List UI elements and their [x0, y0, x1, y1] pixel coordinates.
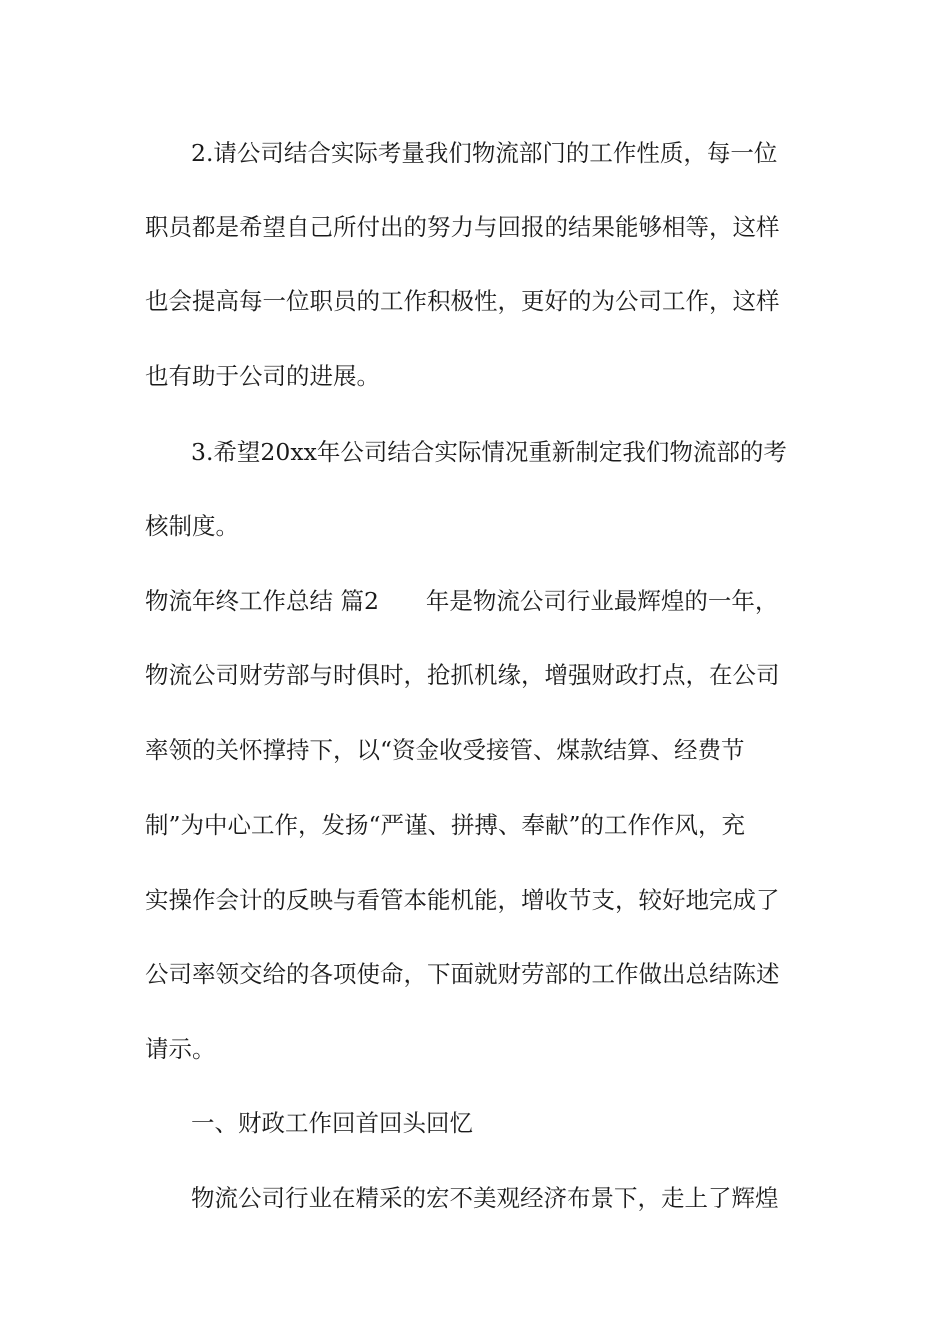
- section-heading-line: 物流年终工作总结 篇2 年是物流公司行业最辉煌的一年，: [145, 587, 779, 615]
- body-line: 实操作会计的反映与看管本能机能，增收节支，较好地完成了: [145, 886, 780, 914]
- paragraph-2-line-2: 职员都是希望自己所付出的努力与回报的结果能够相等，这样: [145, 213, 780, 241]
- body-line: 制”为中心工作，发扬“严谨、拼搏、奉献”的工作作风，充: [145, 811, 746, 839]
- body-line: 公司率领交给的各项使命，下面就财劳部的工作做出总结陈述: [145, 960, 780, 988]
- paragraph-2-line-3: 也会提高每一位职员的工作积极性，更好的为公司工作，这样: [145, 287, 780, 315]
- body-line: 率领的关怀撑持下，以“资金收受接管、煤款结算、经费节: [145, 736, 745, 764]
- paragraph-2-line-4: 也有助于公司的进展。: [145, 362, 380, 390]
- paragraph-3-line-1: 3.希望20xx年公司结合实际情况重新制定我们物流部的考: [191, 438, 787, 466]
- subheading-line: 一、财政工作回首回头回忆: [191, 1109, 473, 1137]
- body-line: 物流公司行业在精采的宏不美观经济布景下，走上了辉煌: [191, 1184, 779, 1212]
- paragraph-3-line-2: 核制度。: [145, 512, 239, 540]
- body-line: 请示。: [145, 1035, 216, 1063]
- paragraph-2-line-1: 2.请公司结合实际考量我们物流部门的工作性质，每一位: [191, 139, 778, 167]
- body-line: 物流公司财劳部与时俱时，抢抓机缘，增强财政打点，在公司: [145, 661, 780, 689]
